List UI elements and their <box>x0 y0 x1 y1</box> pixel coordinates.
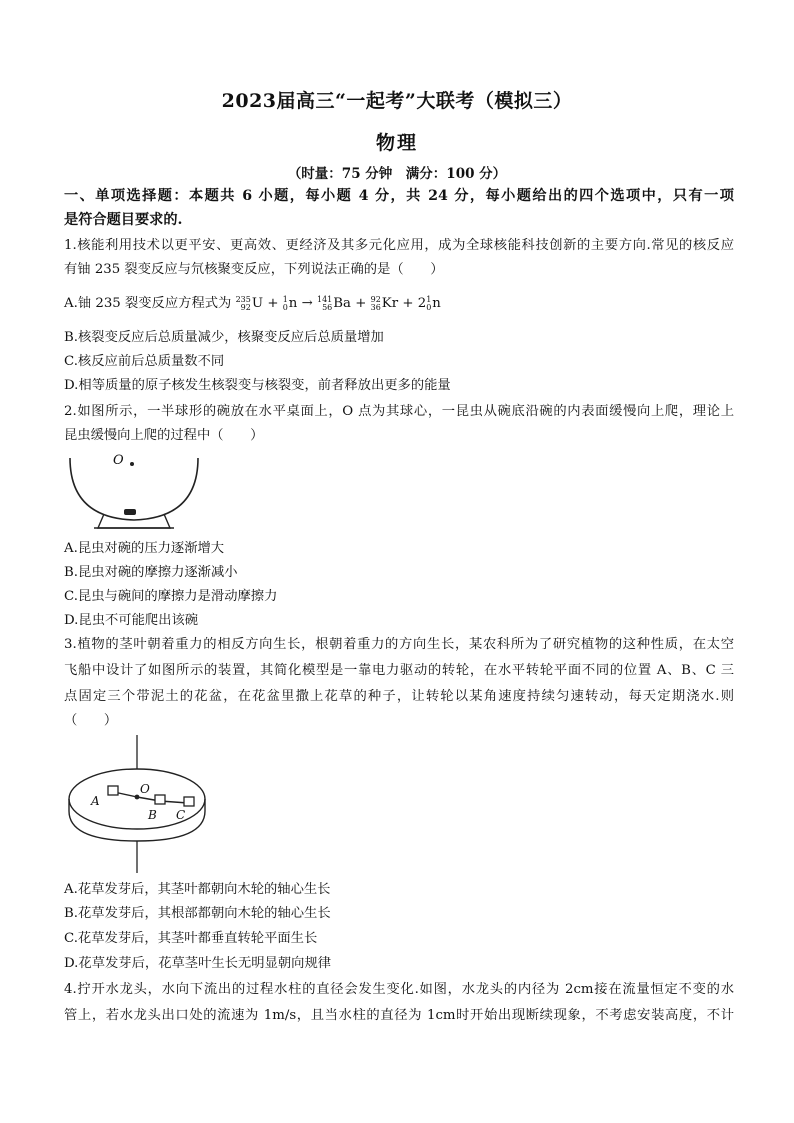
exam-title: 2023届高三“一起考”大联考（模拟三） <box>221 90 573 112</box>
u-nuclide-indices: 235 92 <box>235 294 251 312</box>
q3-option-d: D.花草发芽后，花草茎叶生长无明显朝向规律 <box>64 956 332 971</box>
q2-option-b: B.昆虫对碗的摩擦力逐渐减小 <box>64 565 238 580</box>
insect-shape <box>124 509 136 515</box>
section-heading-line2: 是符合题目要求的. <box>64 212 183 228</box>
fission-equation: 235 92U + 1 0n → 141 56Ba + 92 36Kr + 21 0n <box>235 294 441 312</box>
turntable-figure <box>64 735 214 875</box>
q1-stem-line2: 有铀 235 裂变反应与氘核聚变反应，下列说法正确的是（ ） <box>64 262 444 277</box>
q1-option-a-text: A.铀 235 裂变反应方程式为 <box>64 296 232 311</box>
exam-timing: （时量：75 分钟 满分：100 分） <box>287 166 507 182</box>
pot-b <box>155 795 165 804</box>
q1-stem-line1: 1.核能利用技术以更平安、更高效、更经济及其多元化应用，成为全球核能科技创新的主要方向.常见的核反应 <box>64 238 734 253</box>
pot-label-a: A <box>91 794 100 808</box>
q2-stem-line1: 2.如图所示，一半球形的碗放在水平桌面上，O 点为其球心，一昆虫从碗底沿碗的内表面缓慢向上爬，理论上 <box>64 404 734 419</box>
q3-stem-line4: （ ） <box>64 713 118 728</box>
center-label-o: O <box>140 782 150 796</box>
subject-title: 物理 <box>375 132 418 154</box>
pot-a <box>108 786 118 795</box>
pot-c <box>184 797 194 806</box>
q3-option-b: B.花草发芽后，其根部都朝向木轮的轴心生长 <box>64 906 331 921</box>
q2-option-d: D.昆虫不可能爬出该碗 <box>64 613 199 628</box>
q3-stem-line2: 飞船中设计了如图所示的装置，其简化模型是一靠电力驱动的转轮，在水平转轮平面不同的位置 A、B、C 三 <box>64 663 734 678</box>
q3-option-c: C.花草发芽后，其茎叶都垂直转轮平面生长 <box>64 931 318 946</box>
q2-option-a: A.昆虫对碗的压力逐渐增大 <box>64 541 225 556</box>
q1-option-b: B.核裂变反应后总质量减少，核聚变反应后总质量增加 <box>64 330 384 345</box>
ba-nuclide-indices: 141 56 <box>317 294 333 312</box>
q3-stem-line1: 3.植物的茎叶朝着重力的相反方向生长，根朝着重力的方向生长，某农科所为了研究植物的这种性质，在太空 <box>64 637 734 652</box>
pot-label-b: B <box>148 808 157 822</box>
n2-nuclide-indices: 1 0 <box>426 294 432 312</box>
n-nuclide-indices: 1 0 <box>282 294 288 312</box>
q1-option-c: C.核反应前后总质量数不同 <box>64 354 225 369</box>
q1-option-a <box>64 292 734 316</box>
q1-option-d: D.相等质量的原子核发生核裂变与核裂变，前者释放出更多的能量 <box>64 378 451 393</box>
pot-label-c: C <box>176 808 186 822</box>
q3-stem-line3: 点固定三个带泥土的花盆，在花盆里撒上花草的种子，让转轮以某角速度持续匀速转动，每天定期浇水.则 <box>64 689 734 704</box>
bowl-label-o: O <box>113 453 124 468</box>
center-point-o <box>130 462 134 466</box>
q3-option-a: A.花草发芽后，其茎叶都朝向木轮的轴心生长 <box>64 882 331 897</box>
q4-stem-line2: 管上，若水龙头出口处的流速为 1m/s，且当水柱的直径为 1cm时开始出现断续现象，不考虑安装高度，不计 <box>64 1008 734 1023</box>
section-heading-line1: 一、单项选择题：本题共 6 小题，每小题 4 分，共 24 分，每小题给出的四个选项中，只有一项 <box>64 188 734 204</box>
q4-stem-line1: 4.拧开水龙头，水向下流出的过程水柱的直径会发生变化.如图，水龙头的内径为 2cm接在流量恒定不变的水 <box>64 982 734 997</box>
q2-option-c: C.昆虫与碗间的摩擦力是滑动摩擦力 <box>64 589 278 604</box>
bowl-figure <box>64 448 204 538</box>
q2-stem-line2: 昆虫缓慢向上爬的过程中（ ） <box>64 428 264 443</box>
kr-nuclide-indices: 92 36 <box>370 294 381 312</box>
